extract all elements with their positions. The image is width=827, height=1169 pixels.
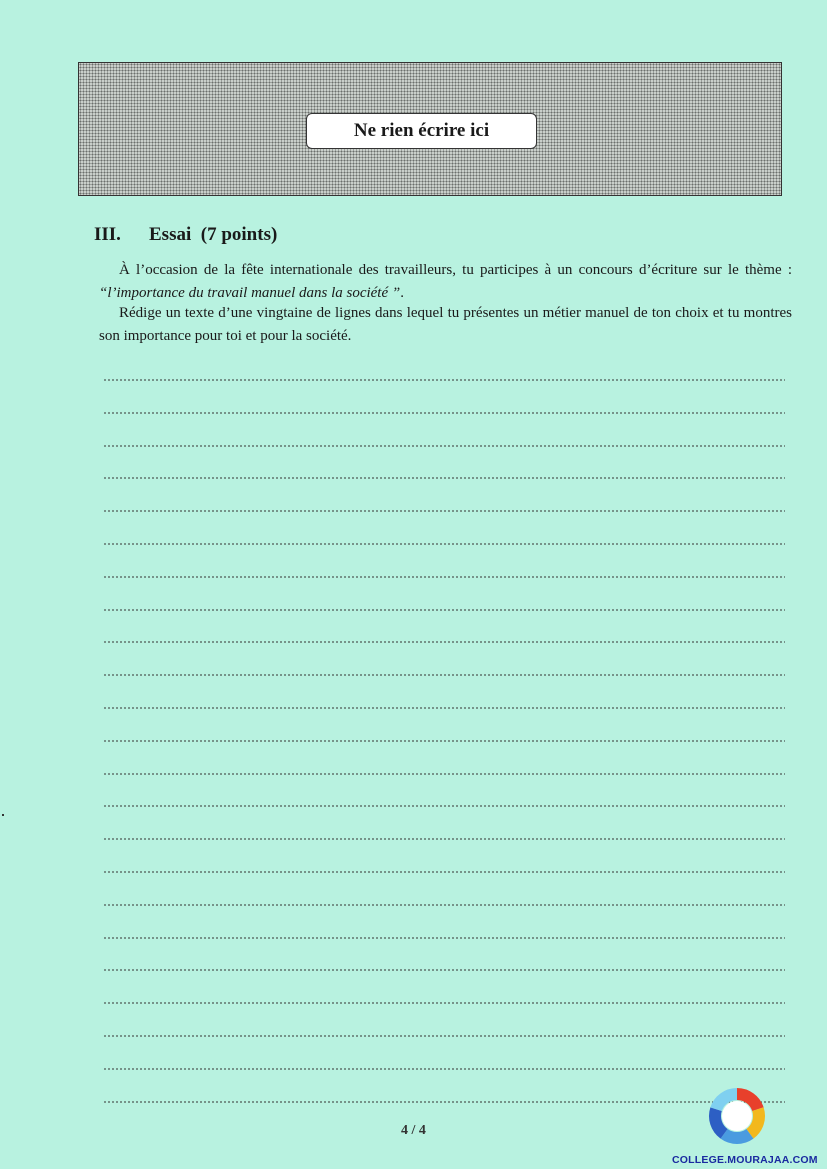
answer-line[interactable] [103, 674, 785, 676]
answer-line[interactable] [103, 477, 785, 479]
essay-task: Rédige un texte d’une vingtaine de lignes dans lequel tu présentes un métier manuel de ton choix et tu montres son importance pour toi et pour la société. [99, 305, 792, 344]
section-points: (7 points) [200, 224, 278, 245]
answer-line[interactable] [103, 641, 785, 643]
section-title: Essai [149, 224, 192, 245]
answer-line[interactable] [103, 510, 785, 512]
watermark-ring-center [722, 1101, 752, 1131]
instruction-paragraph-1: À l’occasion de la fête internationale des travailleurs, tu participes à un concours d’écriture sur le thème : “l’importance du travail manuel dans la société ”. [99, 262, 792, 301]
section-heading [94, 224, 277, 246]
watermark-text: COLLEGE.MOURAJAA.COM [672, 1154, 818, 1166]
answer-line[interactable] [103, 445, 785, 447]
answer-line[interactable] [103, 838, 785, 840]
instruction-context: À l’occasion de la fête internationale des travailleurs, tu participes à un concours d’écriture sur le thème : [119, 262, 792, 278]
page-number: 4 / 4 [401, 1123, 426, 1138]
section-number: III. [94, 224, 121, 245]
answer-line[interactable] [103, 707, 785, 709]
answer-line[interactable] [103, 609, 785, 611]
site-watermark [672, 1076, 818, 1166]
answer-line[interactable] [103, 937, 785, 939]
answer-line[interactable] [103, 1002, 785, 1004]
answer-line[interactable] [103, 543, 785, 545]
answer-lines[interactable] [103, 369, 785, 1123]
answer-line[interactable] [103, 576, 785, 578]
answer-line[interactable] [103, 773, 785, 775]
answer-line[interactable] [103, 412, 785, 414]
answer-line[interactable] [103, 904, 785, 906]
reserved-label: Ne rien écrire ici [306, 113, 537, 149]
answer-line[interactable] [103, 379, 785, 381]
reserved-area [78, 62, 782, 196]
essay-theme: “l’importance du travail manuel dans la société ” [99, 285, 401, 301]
instruction-paragraph-2 [99, 302, 792, 348]
answer-line[interactable] [103, 1035, 785, 1037]
answer-line[interactable] [103, 1068, 785, 1070]
watermark-logo-icon [700, 1076, 774, 1150]
margin-mark [2, 814, 4, 816]
answer-line[interactable] [103, 805, 785, 807]
answer-line[interactable] [103, 969, 785, 971]
watermark-ring-segment [724, 1134, 750, 1138]
answer-line[interactable] [103, 740, 785, 742]
answer-line[interactable] [103, 871, 785, 873]
